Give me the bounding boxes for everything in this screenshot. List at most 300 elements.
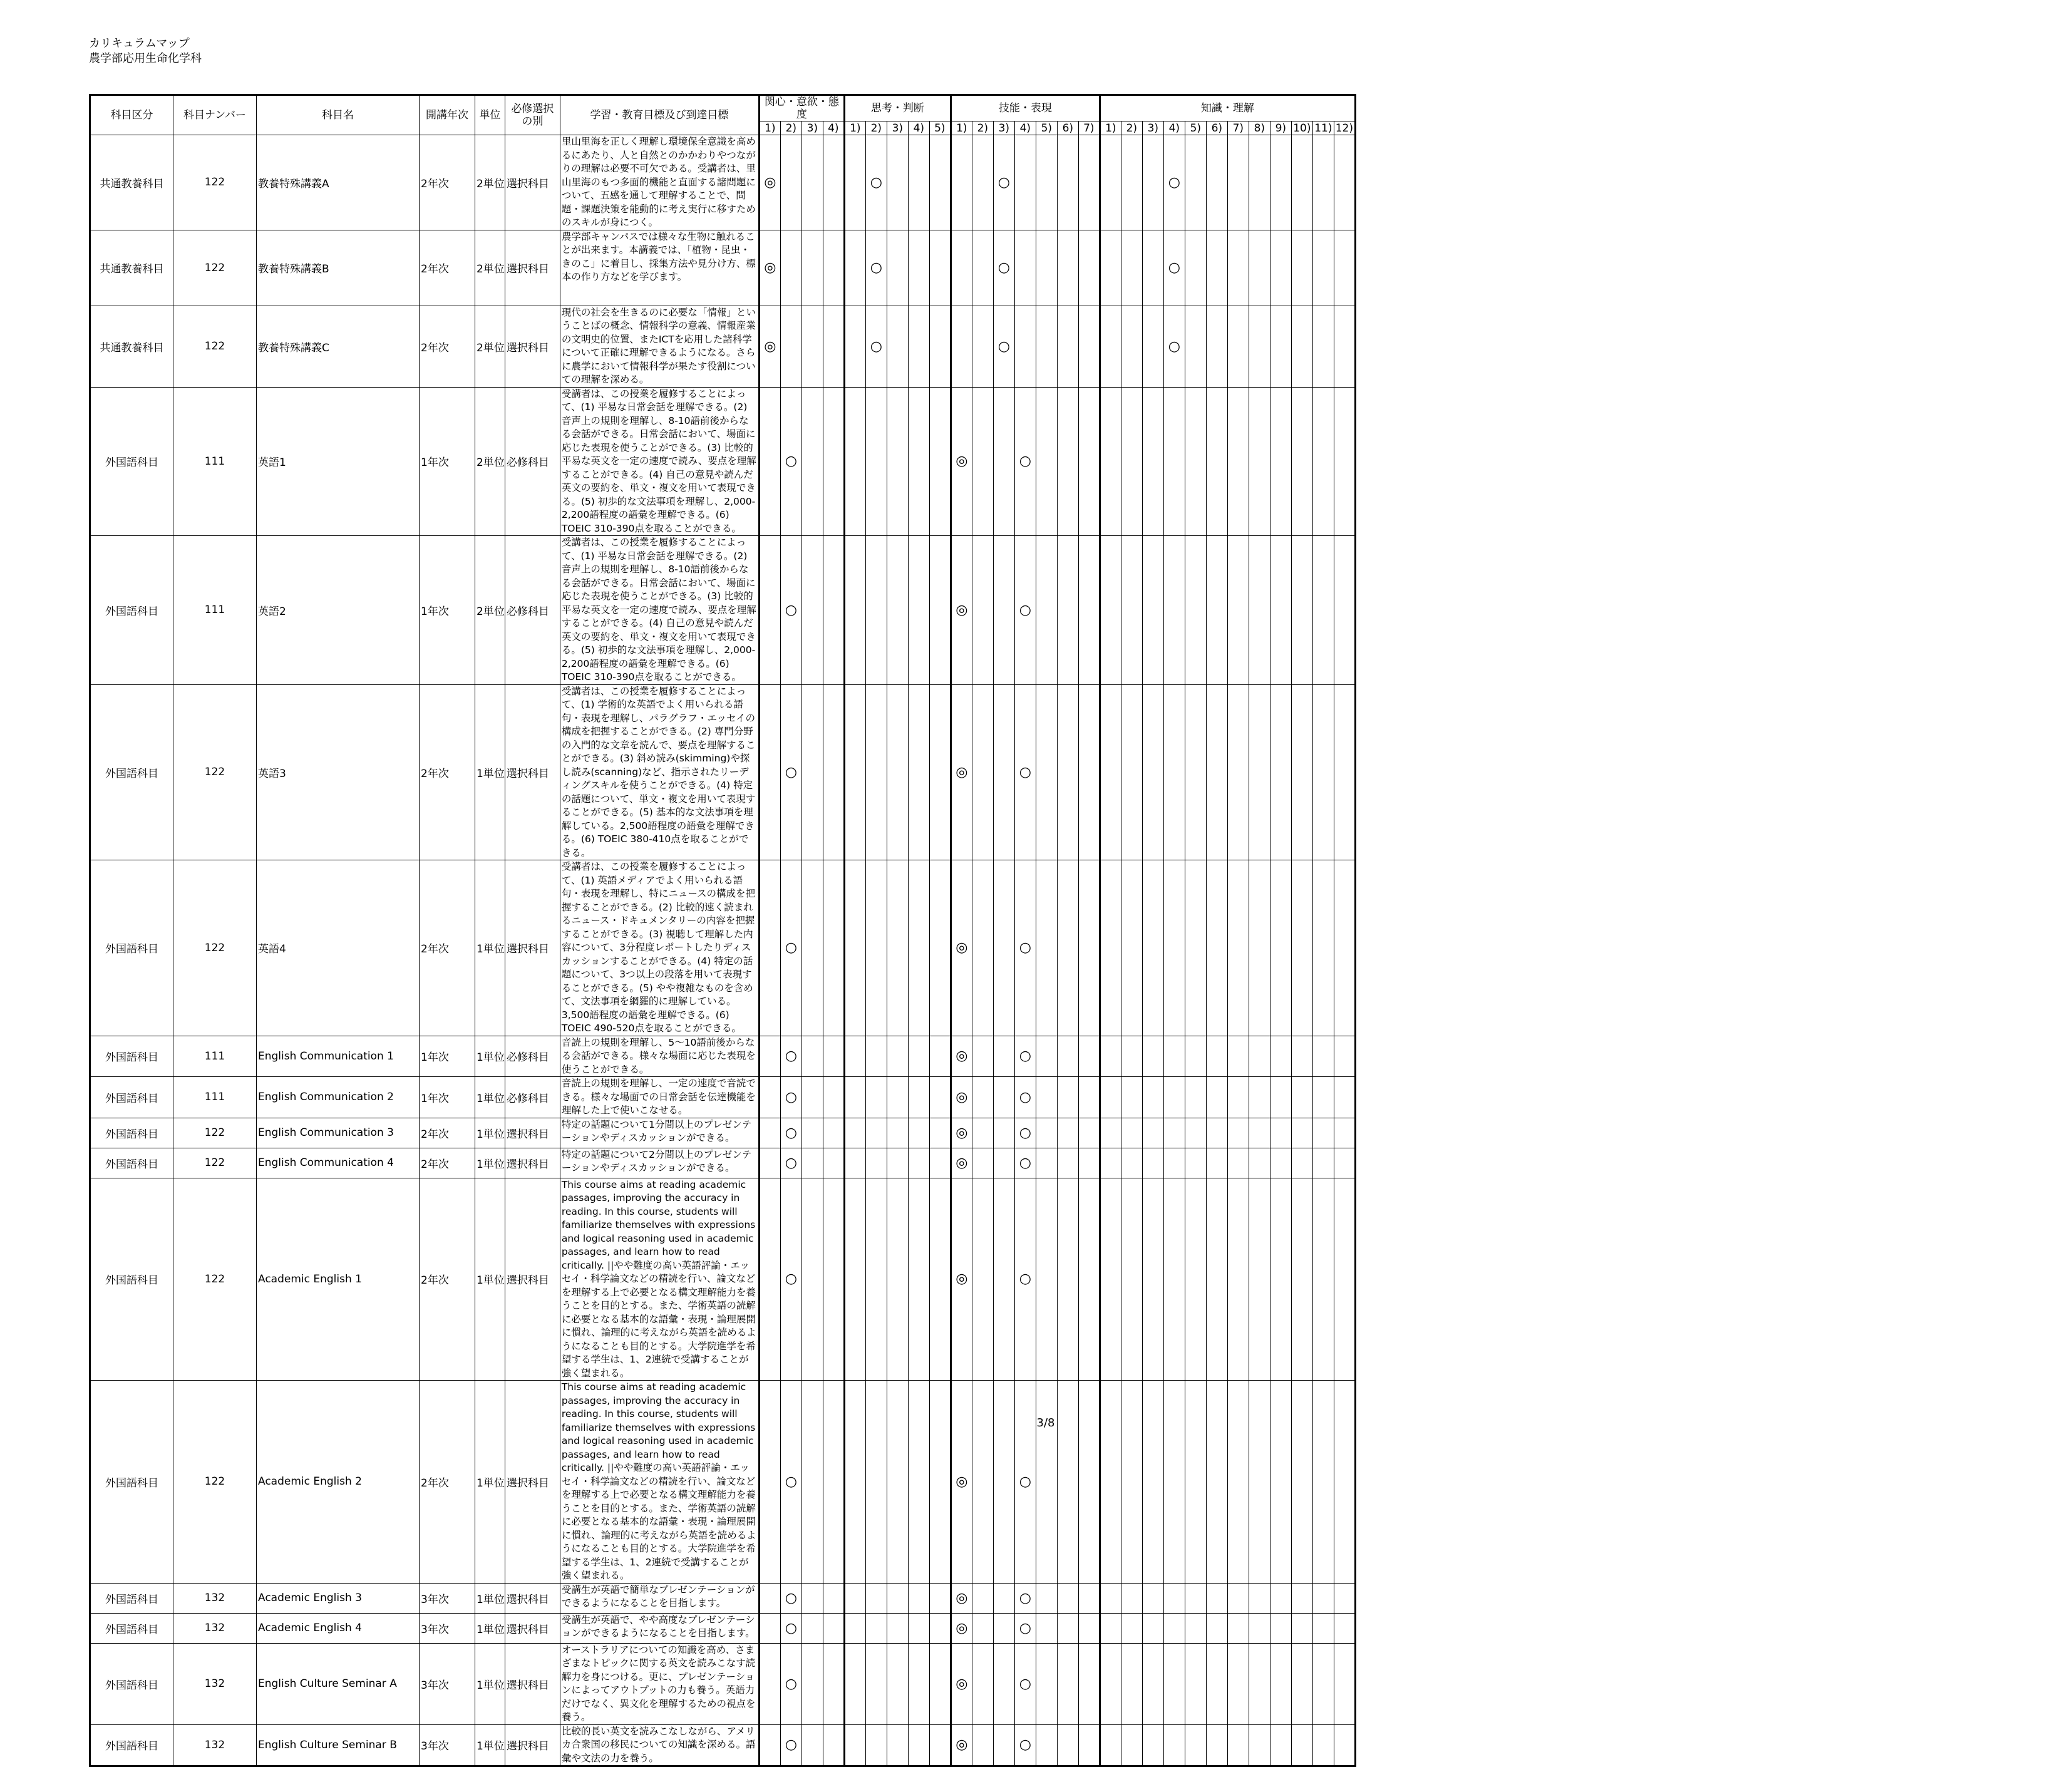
assessment-cell [844, 135, 865, 230]
assessment-cell [1163, 1077, 1185, 1118]
assessment-cell [1100, 1077, 1121, 1118]
course-row [90, 860, 1356, 1036]
assessment-cell [887, 1036, 908, 1077]
course-row [90, 387, 1356, 536]
course-name: Academic English 3 [257, 1583, 420, 1613]
course-number: 111 [173, 536, 257, 685]
assessment-cell [1206, 1148, 1227, 1178]
course-number: 132 [173, 1643, 257, 1724]
assessment-cell [993, 1643, 1014, 1724]
course-goal: 受講生が英語で、やや高度なプレゼンテーションができるようになることを目指します。 [560, 1613, 759, 1643]
assessment-cell [972, 306, 993, 387]
course-credits: 1単位 [475, 1583, 505, 1613]
assessment-cell [1227, 1643, 1249, 1724]
assessment-cell [1227, 135, 1249, 230]
assessment-cell [929, 1077, 951, 1118]
assessment-cell [823, 684, 844, 860]
assessment-cell [1206, 536, 1227, 685]
assessment-cell [1057, 1724, 1078, 1766]
assessment-cell [844, 1148, 865, 1178]
assessment-cell [844, 387, 865, 536]
assessment-cell [1334, 684, 1355, 860]
assessment-cell [1036, 306, 1057, 387]
header-required [505, 95, 560, 135]
assessment-cell [993, 536, 1014, 685]
assessment-cell [1057, 1613, 1078, 1643]
assessment-cell [1121, 1148, 1142, 1178]
header-subcolumn: 2) [1121, 121, 1142, 135]
assessment-cell: ◎ [951, 1178, 972, 1381]
assessment-cell [1334, 1583, 1355, 1613]
assessment-cell: ○ [1014, 1724, 1036, 1766]
header-subcolumn: 1) [844, 121, 865, 135]
course-category: 外国語科目 [90, 1724, 173, 1766]
assessment-cell [865, 1613, 887, 1643]
course-year: 2年次 [420, 1118, 475, 1148]
assessment-cell: ○ [780, 1118, 801, 1148]
course-goal: 受講者は、この授業を履修することによって、(1) 学術的な英語でよく用いられる語句・表現を理解し、パラグラフ・エッセイの構成を把握することができる。(2) 専門分野の入門的な文章を読んで、要点を理解することができる。(3) 斜め読み(skimming)や探し読み(scanning)など、指示されたリーディングスキルを使うことができる。(4) 特定の話題について、単文・複文を用いて表現することができる。(5) 基本的な文法事項を理解している。2,500語程度の語彙を理解できる。(6) TOEIC 380-410点を取ることができる。 [560, 684, 759, 860]
assessment-cell [801, 1613, 823, 1643]
assessment-cell [1206, 1724, 1227, 1766]
assessment-cell [759, 1118, 780, 1148]
assessment-cell [801, 860, 823, 1036]
assessment-cell: ◎ [951, 1613, 972, 1643]
assessment-cell [1014, 135, 1036, 230]
assessment-cell [929, 1148, 951, 1178]
assessment-cell: ◎ [951, 1643, 972, 1724]
course-number: 122 [173, 1118, 257, 1148]
assessment-cell [1312, 1036, 1334, 1077]
course-credits: 1単位 [475, 1148, 505, 1178]
assessment-cell [1142, 1613, 1163, 1643]
assessment-cell [780, 230, 801, 306]
header-subcolumn: 7) [1078, 121, 1100, 135]
assessment-cell [1036, 860, 1057, 1036]
header-subcolumn: 7) [1227, 121, 1249, 135]
course-category: 外国語科目 [90, 1077, 173, 1118]
assessment-cell [801, 1643, 823, 1724]
assessment-cell [1100, 684, 1121, 860]
assessment-cell [865, 1381, 887, 1584]
assessment-cell [1249, 684, 1270, 860]
course-type: 必修科目 [505, 536, 560, 685]
course-category: 外国語科目 [90, 1583, 173, 1613]
assessment-cell [1227, 1148, 1249, 1178]
assessment-cell [1334, 1381, 1355, 1584]
assessment-cell [929, 306, 951, 387]
course-year: 2年次 [420, 1178, 475, 1381]
course-category: 外国語科目 [90, 1118, 173, 1148]
assessment-cell [780, 135, 801, 230]
assessment-cell [929, 860, 951, 1036]
course-number: 122 [173, 684, 257, 860]
course-row [90, 1118, 1356, 1148]
assessment-cell [1100, 1583, 1121, 1613]
assessment-cell [801, 1381, 823, 1584]
course-number: 122 [173, 1148, 257, 1178]
assessment-cell [759, 1148, 780, 1178]
assessment-cell: ◎ [951, 1381, 972, 1584]
assessment-cell [1334, 387, 1355, 536]
assessment-cell [1185, 1148, 1206, 1178]
assessment-cell [1100, 1381, 1121, 1584]
assessment-cell [823, 135, 844, 230]
assessment-cell [1185, 860, 1206, 1036]
assessment-cell [1121, 387, 1142, 536]
assessment-cell [759, 860, 780, 1036]
course-number: 122 [173, 135, 257, 230]
course-year: 1年次 [420, 387, 475, 536]
assessment-cell [993, 387, 1014, 536]
assessment-cell [1078, 684, 1100, 860]
assessment-cell [801, 230, 823, 306]
assessment-cell [1142, 1118, 1163, 1148]
assessment-cell [801, 1724, 823, 1766]
assessment-cell [865, 1583, 887, 1613]
assessment-cell [972, 1613, 993, 1643]
course-category: 外国語科目 [90, 1613, 173, 1643]
assessment-cell [908, 1724, 929, 1766]
assessment-cell [1206, 1077, 1227, 1118]
assessment-cell [1121, 860, 1142, 1036]
assessment-cell [887, 306, 908, 387]
course-year: 3年次 [420, 1583, 475, 1613]
assessment-cell [1078, 860, 1100, 1036]
course-type: 選択科目 [505, 1178, 560, 1381]
course-number: 111 [173, 1077, 257, 1118]
course-credits: 1単位 [475, 684, 505, 860]
assessment-cell [887, 684, 908, 860]
assessment-cell [1312, 230, 1334, 306]
course-name: 英語4 [257, 860, 420, 1036]
assessment-cell [887, 1148, 908, 1178]
assessment-cell [1206, 1583, 1227, 1613]
assessment-cell: ○ [780, 1643, 801, 1724]
assessment-cell [887, 860, 908, 1036]
assessment-cell [844, 860, 865, 1036]
assessment-cell [1078, 1077, 1100, 1118]
assessment-cell [1227, 1178, 1249, 1381]
assessment-cell [1057, 1178, 1078, 1381]
assessment-cell: ○ [993, 135, 1014, 230]
assessment-cell [887, 1077, 908, 1118]
assessment-cell [1057, 306, 1078, 387]
assessment-cell: ◎ [951, 1118, 972, 1148]
assessment-cell [1014, 230, 1036, 306]
course-row [90, 135, 1356, 230]
assessment-cell [929, 1381, 951, 1584]
assessment-cell: ◎ [759, 306, 780, 387]
assessment-cell [908, 1381, 929, 1584]
assessment-cell [823, 306, 844, 387]
header-subcolumn: 9) [1270, 121, 1291, 135]
course-goal: 里山里海を正しく理解し環境保全意識を高めるにあたり、人と自然とのかかわりやつながりの理解は必要不可欠である。受講者は、里山里海のもつ多面的機能と直面する諸問題について、五感を通して理解することで、問題・課題決策を能動的に考え実行に移すためのスキルが身につく。 [560, 135, 759, 230]
assessment-cell: ○ [1014, 1148, 1036, 1178]
assessment-cell: ○ [780, 1178, 801, 1381]
assessment-cell [972, 1381, 993, 1584]
assessment-cell [1227, 387, 1249, 536]
assessment-cell [1206, 1643, 1227, 1724]
assessment-cell [929, 230, 951, 306]
header-subcolumn: 3) [887, 121, 908, 135]
assessment-cell [972, 1077, 993, 1118]
assessment-cell [1142, 860, 1163, 1036]
header-subcolumn: 6) [1057, 121, 1078, 135]
assessment-cell [1142, 684, 1163, 860]
assessment-cell [1334, 1036, 1355, 1077]
assessment-cell [865, 1148, 887, 1178]
assessment-cell [1312, 306, 1334, 387]
assessment-cell [887, 1583, 908, 1613]
assessment-cell [1206, 1613, 1227, 1643]
assessment-cell [1206, 684, 1227, 860]
assessment-cell [993, 1381, 1014, 1584]
assessment-cell: ○ [1014, 1381, 1036, 1584]
assessment-cell [759, 387, 780, 536]
header-subcolumn: 4) [1014, 121, 1036, 135]
assessment-cell [1334, 536, 1355, 685]
assessment-cell [1078, 536, 1100, 685]
assessment-cell [929, 135, 951, 230]
assessment-cell: ○ [993, 306, 1014, 387]
assessment-cell [1185, 1583, 1206, 1613]
course-type: 選択科目 [505, 1381, 560, 1584]
course-name: English Communication 1 [257, 1036, 420, 1077]
assessment-cell [1334, 135, 1355, 230]
assessment-cell [759, 1178, 780, 1381]
assessment-cell [1057, 1148, 1078, 1178]
assessment-cell [1249, 387, 1270, 536]
assessment-cell [1185, 306, 1206, 387]
assessment-cell [844, 306, 865, 387]
header-subcolumn: 4) [908, 121, 929, 135]
assessment-cell [929, 1036, 951, 1077]
header-subcolumn: 10) [1291, 121, 1312, 135]
assessment-cell [1163, 1643, 1185, 1724]
course-row [90, 1381, 1356, 1584]
assessment-cell [801, 536, 823, 685]
header-group-1: 関心・意欲・態度 [759, 95, 844, 121]
assessment-cell [1142, 230, 1163, 306]
assessment-cell [1078, 1613, 1100, 1643]
course-type: 選択科目 [505, 1118, 560, 1148]
assessment-cell [929, 1178, 951, 1381]
assessment-cell [887, 1178, 908, 1381]
header-goals: 学習・教育目標及び到達目標 [560, 95, 759, 135]
assessment-cell [1270, 1118, 1291, 1148]
assessment-cell [1142, 1077, 1163, 1118]
assessment-cell [1185, 1381, 1206, 1584]
course-credits: 1単位 [475, 1178, 505, 1381]
assessment-cell [1142, 1643, 1163, 1724]
header-group-4: 知識・理解 [1100, 95, 1355, 121]
assessment-cell [1185, 1724, 1206, 1766]
assessment-cell [908, 684, 929, 860]
assessment-cell [972, 135, 993, 230]
assessment-cell [1057, 387, 1078, 536]
assessment-cell [759, 1724, 780, 1766]
assessment-cell [1121, 684, 1142, 860]
assessment-cell: ○ [1163, 135, 1185, 230]
assessment-cell [993, 860, 1014, 1036]
course-name: Academic English 1 [257, 1178, 420, 1381]
header-subcolumn: 8) [1249, 121, 1270, 135]
course-goal: 音読上の規則を理解し、一定の速度で音読できる。様々な場面での日常会話を伝達機能を理解した上で使いこなせる。 [560, 1077, 759, 1118]
course-type: 必修科目 [505, 1036, 560, 1077]
assessment-cell [972, 387, 993, 536]
assessment-cell [1142, 1148, 1163, 1178]
assessment-cell [1036, 1118, 1057, 1148]
course-name: 英語1 [257, 387, 420, 536]
course-type: 必修科目 [505, 1077, 560, 1118]
assessment-cell [929, 1613, 951, 1643]
assessment-cell: ○ [780, 1381, 801, 1584]
assessment-cell [823, 1583, 844, 1613]
course-category: 外国語科目 [90, 1148, 173, 1178]
assessment-cell [1227, 1118, 1249, 1148]
assessment-cell [1291, 1613, 1312, 1643]
assessment-cell [1312, 536, 1334, 685]
header-year: 開講年次 [420, 95, 475, 135]
assessment-cell [1163, 1613, 1185, 1643]
course-credits: 1単位 [475, 1381, 505, 1584]
assessment-cell [759, 1036, 780, 1077]
assessment-cell: ○ [780, 536, 801, 685]
assessment-cell: ○ [780, 1036, 801, 1077]
assessment-cell [1142, 306, 1163, 387]
assessment-cell [908, 1118, 929, 1148]
assessment-cell: ○ [865, 306, 887, 387]
assessment-cell: ○ [1014, 1643, 1036, 1724]
assessment-cell: ○ [780, 860, 801, 1036]
assessment-cell [1163, 536, 1185, 685]
assessment-cell [1036, 1077, 1057, 1118]
assessment-cell [1036, 1036, 1057, 1077]
assessment-cell [908, 860, 929, 1036]
assessment-cell [1270, 1077, 1291, 1118]
assessment-cell: ○ [1014, 1077, 1036, 1118]
assessment-cell [1206, 306, 1227, 387]
assessment-cell [1334, 306, 1355, 387]
header-subcolumn: 6) [1206, 121, 1227, 135]
assessment-cell [1078, 1178, 1100, 1381]
assessment-cell [1249, 1381, 1270, 1584]
course-name: English Communication 3 [257, 1118, 420, 1148]
assessment-cell [993, 684, 1014, 860]
course-row [90, 1643, 1356, 1724]
assessment-cell [993, 1036, 1014, 1077]
assessment-cell [1036, 230, 1057, 306]
assessment-cell [993, 1178, 1014, 1381]
assessment-cell [801, 306, 823, 387]
assessment-cell [844, 1118, 865, 1148]
assessment-cell: ○ [1014, 1613, 1036, 1643]
assessment-cell [1100, 860, 1121, 1036]
assessment-cell [823, 860, 844, 1036]
assessment-cell [1291, 1077, 1312, 1118]
assessment-cell: ◎ [951, 1724, 972, 1766]
course-name: English Culture Seminar B [257, 1724, 420, 1766]
assessment-cell [1270, 1583, 1291, 1613]
assessment-cell [1121, 536, 1142, 685]
assessment-cell [1163, 1381, 1185, 1584]
course-goal: 現代の社会を生きるのに必要な「情報」ということばの概念、情報科学の意義、情報産業の文明史的位置、またICTを応用した諸科学について正確に理解できるようになる。さらに農学において情報科学が果たす役割についての理解を深める。 [560, 306, 759, 387]
assessment-cell [1078, 306, 1100, 387]
assessment-cell [1312, 1077, 1334, 1118]
assessment-cell [1121, 306, 1142, 387]
assessment-cell [1312, 1118, 1334, 1148]
course-name: 教養特殊講義B [257, 230, 420, 306]
assessment-cell: ○ [1014, 684, 1036, 860]
assessment-cell [1270, 1724, 1291, 1766]
assessment-cell [1227, 536, 1249, 685]
course-type: 選択科目 [505, 1724, 560, 1766]
course-category: 共通教養科目 [90, 135, 173, 230]
header-number: 科目ナンバー [173, 95, 257, 135]
course-number: 132 [173, 1724, 257, 1766]
assessment-cell [972, 1583, 993, 1613]
assessment-cell [929, 1643, 951, 1724]
assessment-cell [1142, 387, 1163, 536]
assessment-cell [1057, 135, 1078, 230]
course-name: 教養特殊講義A [257, 135, 420, 230]
assessment-cell [1057, 1643, 1078, 1724]
assessment-cell [801, 135, 823, 230]
assessment-cell [1078, 230, 1100, 306]
assessment-cell [1249, 306, 1270, 387]
assessment-cell [844, 230, 865, 306]
assessment-cell [1270, 1613, 1291, 1643]
assessment-cell [1312, 387, 1334, 536]
assessment-cell: ○ [780, 1724, 801, 1766]
assessment-cell [1036, 387, 1057, 536]
assessment-cell [1249, 1036, 1270, 1077]
assessment-cell [1185, 387, 1206, 536]
assessment-cell [844, 1613, 865, 1643]
assessment-cell [887, 135, 908, 230]
assessment-cell [1206, 387, 1227, 536]
assessment-cell [759, 1583, 780, 1613]
assessment-cell [1121, 230, 1142, 306]
assessment-cell [801, 1077, 823, 1118]
header-subcolumn: 5) [1185, 121, 1206, 135]
assessment-cell [1334, 1118, 1355, 1148]
page-number: 3/8 [1036, 1416, 1055, 1430]
course-year: 2年次 [420, 684, 475, 860]
course-number: 132 [173, 1583, 257, 1613]
course-category: 外国語科目 [90, 1643, 173, 1724]
assessment-cell [801, 684, 823, 860]
assessment-cell: ◎ [951, 1148, 972, 1178]
assessment-cell [1163, 1583, 1185, 1613]
course-credits: 2単位 [475, 135, 505, 230]
course-year: 2年次 [420, 1148, 475, 1178]
assessment-cell [1142, 135, 1163, 230]
assessment-cell [1206, 1381, 1227, 1584]
assessment-cell [865, 1178, 887, 1381]
assessment-cell [1291, 1148, 1312, 1178]
header-subcolumn: 11) [1312, 121, 1334, 135]
assessment-cell [1270, 1178, 1291, 1381]
course-year: 2年次 [420, 860, 475, 1036]
assessment-cell [929, 387, 951, 536]
header-subcolumn: 2) [780, 121, 801, 135]
assessment-cell [1291, 860, 1312, 1036]
assessment-cell [1206, 135, 1227, 230]
assessment-cell [1036, 684, 1057, 860]
assessment-cell [1334, 1724, 1355, 1766]
assessment-cell [1312, 1583, 1334, 1613]
